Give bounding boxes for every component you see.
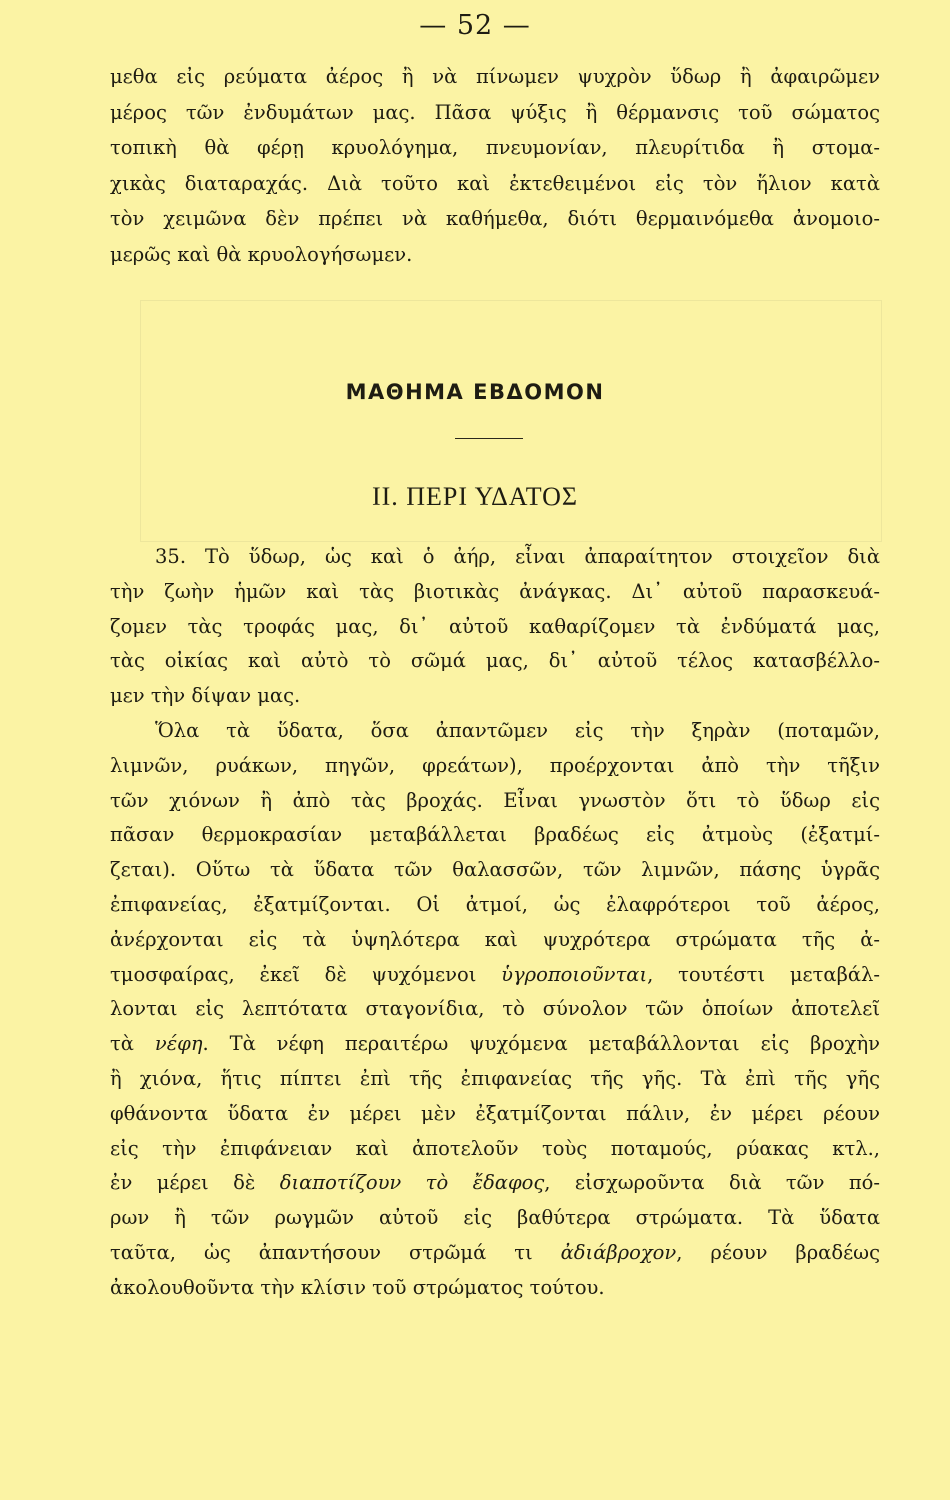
text-line: μερῶς καὶ θὰ κρυολογήσωμεν.	[110, 242, 413, 266]
italic-term: ὑγροποιοῦνται	[501, 962, 648, 986]
text-run: ἀκολουθοῦντα τὴν κλίσιν τοῦ στρώματος τούτου.	[110, 1275, 605, 1299]
section-title: ΙΙ. ΠΕΡΙ ΥΔΑΤΟΣ	[371, 482, 579, 511]
text-line	[110, 994, 880, 1024]
text-line	[110, 786, 880, 816]
page-number: — 52 —	[419, 10, 531, 41]
text-line: μέρος τῶν ἐνδυμάτων μας. Πᾶσα ψύξις ἢ θέρμανσις τοῦ σώματος	[110, 100, 880, 124]
text-run: φθάνοντα ὕδατα ἐν μέρει μὲν ἐξατμίζονται πάλιν, ἐν μέρει ρέουν	[110, 1101, 880, 1125]
text-run: ἢ χιόνα, ἥτις πίπτει ἐπὶ τῆς ἐπιφανείας τῆς γῆς. Τὰ ἐπὶ τῆς γῆς	[110, 1067, 880, 1090]
italic-term: διαποτίζουν τὸ ἔδαφος	[279, 1171, 545, 1195]
text-line	[110, 960, 880, 990]
text-line	[110, 1238, 880, 1268]
text-line	[155, 716, 880, 746]
text-run: . Τὰ νέφη περαιτέρω ψυχόμενα μεταβάλλονται εἰς βροχὴν	[202, 1032, 881, 1056]
italic-term: ἀδιάβροχον	[560, 1241, 677, 1264]
text-run: πᾶσαν θερμοκρασίαν μεταβάλλεται βραδέως εἰς ἀτμοὺς (ἐξατμί-	[110, 823, 880, 847]
text-run: ἐν μέρει δὲ	[110, 1171, 280, 1195]
text-run: ἀνέρχονται εἰς τὰ ὑψηλότερα καὶ ψυχρότερα στρώματα τῆς ἀ-	[110, 927, 880, 951]
text-run: ζεται). Οὕτω τὰ ὕδατα τῶν θαλασσῶν, τῶν λιμνῶν, πάσης ὑγρᾶς	[110, 858, 880, 882]
text-run: ἐπιφανείας, ἐξατμίζονται. Οἱ ἀτμοί, ὡς ἐλαφρότεροι τοῦ ἀέρος,	[110, 893, 880, 916]
text-run: , ρέουν βραδέως	[676, 1241, 880, 1264]
text-line	[110, 1168, 880, 1198]
text-line	[155, 542, 880, 572]
text-run: ταῦτα, ὡς ἀπαντήσουν στρῶμά τι	[110, 1241, 561, 1264]
text-line	[110, 1064, 880, 1094]
text-line	[110, 577, 880, 607]
text-line: τὸν χειμῶνα δὲν πρέπει νὰ καθήμεθα, διότι θερμαινόμεθα ἀνομοιο-	[110, 207, 880, 230]
italic-term: νέφη	[154, 1032, 203, 1056]
text-run: εἰς τὴν ἐπιφάνειαν καὶ ἀποτελοῦν τοὺς ποταμούς, ρύακας κτλ.,	[110, 1136, 880, 1160]
text-run: Ὅλα τὰ ὕδατα, ὅσα ἀπαντῶμεν εἰς τὴν ξηρὰν (ποταμῶν,	[155, 719, 880, 742]
text-line	[110, 1203, 880, 1233]
text-run: , εἰσχωροῦντα διὰ τῶν πό-	[544, 1171, 880, 1195]
text-run: λιμνῶν, ρυάκων, πηγῶν, φρεάτων), προέρχονται ἀπὸ τὴν τῆξιν	[110, 753, 880, 777]
text-line	[110, 820, 880, 850]
text-run: τμοσφαίρας, ἐκεῖ δὲ ψυχόμενοι	[110, 962, 502, 986]
text-line	[110, 890, 880, 920]
text-run: τῶν χιόνων ἢ ἀπὸ τὰς βροχάς. Εἶναι γνωστὸν ὅτι τὸ ὕδωρ εἰς	[110, 788, 880, 812]
text-run: τὴν ζωὴν ἡμῶν καὶ τὰς βιοτικὰς ἀνάγκας. Δι᾽ αὐτοῦ παρασκευά-	[110, 579, 880, 603]
text-run: 35. Τὸ ὕδωρ, ὡς καὶ ὁ ἀήρ, εἶναι ἀπαραίτητον στοιχεῖον διὰ	[155, 545, 880, 568]
text-run: μεν τὴν δίψαν μας.	[110, 684, 301, 708]
text-line: μεθα εἰς ρεύματα ἀέρος ἢ νὰ πίνωμεν ψυχρὸν ὕδωρ ἢ ἀφαιρῶμεν	[110, 65, 880, 88]
text-line	[110, 925, 880, 955]
text-line	[110, 751, 880, 781]
text-line	[110, 855, 880, 885]
text-line	[110, 1029, 880, 1059]
lesson-title: ΜΑΘΗΜΑ ΕΒΔΟΜΟΝ	[345, 380, 605, 404]
text-run: ρων ἢ τῶν ρωγμῶν αὐτοῦ εἰς βαθύτερα στρώματα. Τὰ ὕδατα	[110, 1206, 880, 1230]
text-run: ζομεν τὰς τροφάς μας, δι᾽ αὐτοῦ καθαρίζομεν τὰ ἐνδύματά μας,	[110, 614, 880, 638]
text-run: τὰς οἰκίας καὶ αὐτὸ τὸ σῶμά μας, δι᾽ αὐτοῦ τέλος κατασβέλλο-	[110, 649, 880, 673]
text-run: , τουτέστι μεταβάλ-	[647, 962, 880, 986]
text-line: χικὰς διαταραχάς. Διὰ τοῦτο καὶ ἐκτεθειμένοι εἰς τὸν ἥλιον κατὰ	[110, 171, 880, 195]
text-line	[110, 681, 880, 711]
text-line	[110, 646, 880, 676]
text-line: τοπικὴ θὰ φέρῃ κρυολόγημα, πνευμονίαν, πλευρίτιδα ἢ στομα-	[110, 136, 880, 159]
text-run: τὰ	[110, 1032, 155, 1056]
text-line	[110, 1099, 880, 1129]
title-divider	[455, 438, 523, 439]
text-run: λονται εἰς λεπτότατα σταγονίδια, τὸ σύνολον τῶν ὁποίων ἀποτελεῖ	[110, 997, 880, 1021]
text-line	[110, 612, 880, 642]
text-line	[110, 1134, 880, 1164]
text-line	[110, 1273, 880, 1303]
